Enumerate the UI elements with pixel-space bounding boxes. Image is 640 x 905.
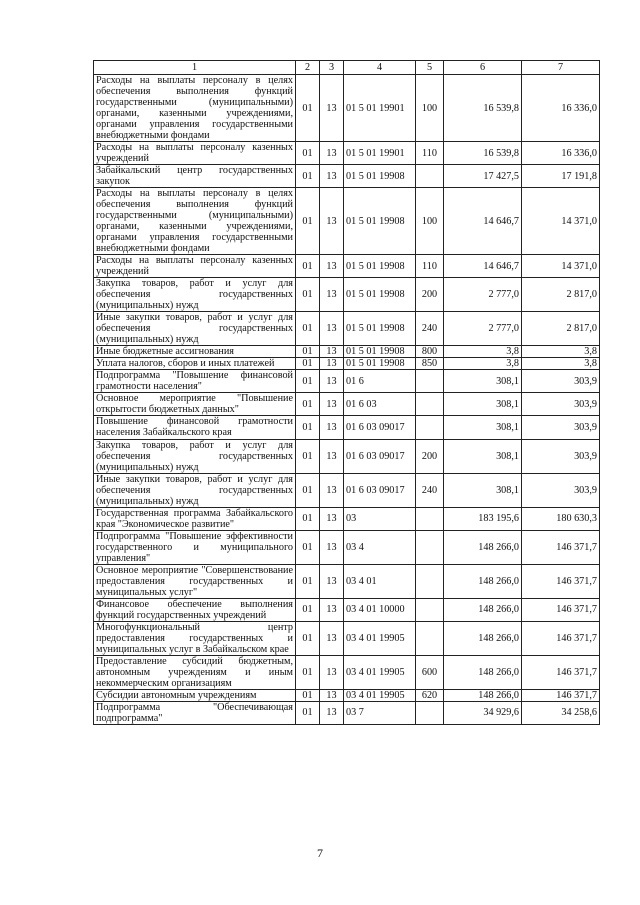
amount-year1-cell: 148 266,0 xyxy=(444,530,522,564)
target-article-cell: 01 6 03 09017 xyxy=(344,439,416,473)
subsection-code-cell: 13 xyxy=(320,142,344,165)
row-name-cell: Расходы на выплаты персоналу казенных учреждений xyxy=(94,255,296,278)
subsection-code-cell: 13 xyxy=(320,393,344,416)
row-name-cell: Подпрограмма "Повышение эффективности государственного и муниципального управления" xyxy=(94,530,296,564)
amount-year1-cell: 16 539,8 xyxy=(444,75,522,142)
section-code-cell: 01 xyxy=(296,416,320,439)
section-code-cell: 01 xyxy=(296,564,320,598)
amount-year1-cell: 148 266,0 xyxy=(444,655,522,689)
section-code-cell: 01 xyxy=(296,530,320,564)
row-name-cell: Подпрограмма "Повышение финансовой грамотности населения" xyxy=(94,370,296,393)
subsection-code-cell: 13 xyxy=(320,188,344,255)
target-article-cell: 03 4 01 19905 xyxy=(344,621,416,655)
amount-year2-cell: 303,9 xyxy=(522,439,600,473)
expense-type-cell: 110 xyxy=(416,142,444,165)
table-row xyxy=(94,75,600,142)
section-code-cell: 01 xyxy=(296,370,320,393)
table-row xyxy=(94,416,600,439)
amount-year2-cell: 146 371,7 xyxy=(522,655,600,689)
amount-year2-cell: 146 371,7 xyxy=(522,598,600,621)
expense-type-cell: 800 xyxy=(416,346,444,358)
expense-type-cell: 110 xyxy=(416,255,444,278)
expense-type-cell: 240 xyxy=(416,312,444,346)
table-row xyxy=(94,393,600,416)
column-header: 2 xyxy=(296,61,320,75)
table-row xyxy=(94,255,600,278)
row-name-cell: Предоставление субсидий бюджетным, автономным учреждениям и иным некоммерческим организациям xyxy=(94,655,296,689)
subsection-code-cell: 13 xyxy=(320,473,344,507)
expense-type-cell xyxy=(416,507,444,530)
target-article-cell: 01 5 01 19908 xyxy=(344,255,416,278)
expense-type-cell: 620 xyxy=(416,689,444,701)
expense-type-cell xyxy=(416,701,444,724)
amount-year2-cell: 146 371,7 xyxy=(522,621,600,655)
column-header: 7 xyxy=(522,61,600,75)
expense-type-cell: 100 xyxy=(416,188,444,255)
amount-year2-cell: 34 258,6 xyxy=(522,701,600,724)
subsection-code-cell: 13 xyxy=(320,621,344,655)
section-code-cell: 01 xyxy=(296,701,320,724)
subsection-code-cell: 13 xyxy=(320,165,344,188)
table-row xyxy=(94,358,600,370)
row-name-cell: Уплата налогов, сборов и иных платежей xyxy=(94,358,296,370)
section-code-cell: 01 xyxy=(296,312,320,346)
expense-type-cell xyxy=(416,416,444,439)
row-name-cell: Иные закупки товаров, работ и услуг для обеспечения государственных (муниципальных) нужд xyxy=(94,312,296,346)
expense-type-cell xyxy=(416,621,444,655)
expense-type-cell: 100 xyxy=(416,75,444,142)
budget-table xyxy=(93,60,600,725)
expense-type-cell xyxy=(416,564,444,598)
column-header: 3 xyxy=(320,61,344,75)
table-row xyxy=(94,701,600,724)
subsection-code-cell: 13 xyxy=(320,75,344,142)
amount-year1-cell: 34 929,6 xyxy=(444,701,522,724)
row-name-cell: Финансовое обеспечение выполнения функций государственных учреждений xyxy=(94,598,296,621)
subsection-code-cell: 13 xyxy=(320,689,344,701)
table-row xyxy=(94,370,600,393)
section-code-cell: 01 xyxy=(296,142,320,165)
column-header: 6 xyxy=(444,61,522,75)
section-code-cell: 01 xyxy=(296,165,320,188)
section-code-cell: 01 xyxy=(296,689,320,701)
amount-year2-cell: 14 371,0 xyxy=(522,255,600,278)
expense-type-cell: 600 xyxy=(416,655,444,689)
amount-year1-cell: 148 266,0 xyxy=(444,621,522,655)
target-article-cell: 01 5 01 19908 xyxy=(344,165,416,188)
amount-year1-cell: 14 646,7 xyxy=(444,188,522,255)
subsection-code-cell: 13 xyxy=(320,701,344,724)
table-row xyxy=(94,188,600,255)
target-article-cell: 01 5 01 19908 xyxy=(344,312,416,346)
row-name-cell: Закупка товаров, работ и услуг для обеспечения государственных (муниципальных) нужд xyxy=(94,278,296,312)
subsection-code-cell: 13 xyxy=(320,598,344,621)
section-code-cell: 01 xyxy=(296,75,320,142)
section-code-cell: 01 xyxy=(296,655,320,689)
amount-year2-cell: 303,9 xyxy=(522,370,600,393)
subsection-code-cell: 13 xyxy=(320,507,344,530)
table-row xyxy=(94,689,600,701)
amount-year2-cell: 3,8 xyxy=(522,346,600,358)
expense-type-cell: 850 xyxy=(416,358,444,370)
section-code-cell: 01 xyxy=(296,621,320,655)
amount-year1-cell: 3,8 xyxy=(444,358,522,370)
amount-year2-cell: 14 371,0 xyxy=(522,188,600,255)
amount-year1-cell: 148 266,0 xyxy=(444,564,522,598)
amount-year1-cell: 14 646,7 xyxy=(444,255,522,278)
amount-year2-cell: 17 191,8 xyxy=(522,165,600,188)
section-code-cell: 01 xyxy=(296,507,320,530)
target-article-cell: 03 4 xyxy=(344,530,416,564)
row-name-cell: Подпрограмма "Обеспечивающая подпрограмма" xyxy=(94,701,296,724)
row-name-cell: Многофункциональный центр предоставления государственных и муниципальных услуг в Забайкальском крае xyxy=(94,621,296,655)
amount-year2-cell: 16 336,0 xyxy=(522,142,600,165)
table-row xyxy=(94,598,600,621)
table-row xyxy=(94,439,600,473)
subsection-code-cell: 13 xyxy=(320,655,344,689)
target-article-cell: 01 5 01 19908 xyxy=(344,188,416,255)
amount-year2-cell: 146 371,7 xyxy=(522,564,600,598)
target-article-cell: 01 6 xyxy=(344,370,416,393)
subsection-code-cell: 13 xyxy=(320,564,344,598)
table-row xyxy=(94,473,600,507)
target-article-cell: 03 4 01 10000 xyxy=(344,598,416,621)
table-row xyxy=(94,621,600,655)
row-name-cell: Государственная программа Забайкальского края "Экономическое развитие" xyxy=(94,507,296,530)
column-header: 4 xyxy=(344,61,416,75)
row-name-cell: Забайкальский центр государственных закупок xyxy=(94,165,296,188)
target-article-cell: 01 5 01 19901 xyxy=(344,75,416,142)
section-code-cell: 01 xyxy=(296,598,320,621)
expense-type-cell: 200 xyxy=(416,278,444,312)
row-name-cell: Расходы на выплаты персоналу в целях обеспечения выполнения функций государственными (муниципальными) органами, казенными учреждениями, органами управления государственными внебюджетными фондами xyxy=(94,188,296,255)
amount-year1-cell: 308,1 xyxy=(444,439,522,473)
row-name-cell: Субсидии автономным учреждениям xyxy=(94,689,296,701)
column-header: 1 xyxy=(94,61,296,75)
subsection-code-cell: 13 xyxy=(320,370,344,393)
amount-year2-cell: 146 371,7 xyxy=(522,689,600,701)
row-name-cell: Закупка товаров, работ и услуг для обеспечения государственных (муниципальных) нужд xyxy=(94,439,296,473)
target-article-cell: 01 6 03 xyxy=(344,393,416,416)
target-article-cell: 03 xyxy=(344,507,416,530)
row-name-cell: Иные закупки товаров, работ и услуг для обеспечения государственных (муниципальных) нужд xyxy=(94,473,296,507)
section-code-cell: 01 xyxy=(296,188,320,255)
subsection-code-cell: 13 xyxy=(320,278,344,312)
subsection-code-cell: 13 xyxy=(320,530,344,564)
target-article-cell: 03 7 xyxy=(344,701,416,724)
amount-year2-cell: 180 630,3 xyxy=(522,507,600,530)
row-name-cell: Иные бюджетные ассигнования xyxy=(94,346,296,358)
subsection-code-cell: 13 xyxy=(320,439,344,473)
table-row xyxy=(94,507,600,530)
row-name-cell: Повышение финансовой грамотности населения Забайкальского края xyxy=(94,416,296,439)
target-article-cell: 01 5 01 19908 xyxy=(344,278,416,312)
section-code-cell: 01 xyxy=(296,393,320,416)
amount-year2-cell: 303,9 xyxy=(522,393,600,416)
target-article-cell: 03 4 01 19905 xyxy=(344,689,416,701)
amount-year2-cell: 303,9 xyxy=(522,416,600,439)
page-number: 7 xyxy=(317,846,323,860)
amount-year1-cell: 183 195,6 xyxy=(444,507,522,530)
amount-year1-cell: 308,1 xyxy=(444,416,522,439)
amount-year2-cell: 2 817,0 xyxy=(522,312,600,346)
subsection-code-cell: 13 xyxy=(320,358,344,370)
amount-year1-cell: 2 777,0 xyxy=(444,312,522,346)
subsection-code-cell: 13 xyxy=(320,255,344,278)
expense-type-cell xyxy=(416,370,444,393)
expense-type-cell: 240 xyxy=(416,473,444,507)
section-code-cell: 01 xyxy=(296,255,320,278)
amount-year1-cell: 308,1 xyxy=(444,393,522,416)
row-name-cell: Основное мероприятие "Повышение открытости бюджетных данных" xyxy=(94,393,296,416)
target-article-cell: 01 5 01 19908 xyxy=(344,358,416,370)
expense-type-cell xyxy=(416,598,444,621)
table-row xyxy=(94,312,600,346)
expense-type-cell xyxy=(416,393,444,416)
section-code-cell: 01 xyxy=(296,439,320,473)
table-row xyxy=(94,530,600,564)
subsection-code-cell: 13 xyxy=(320,416,344,439)
amount-year2-cell: 3,8 xyxy=(522,358,600,370)
amount-year1-cell: 16 539,8 xyxy=(444,142,522,165)
amount-year1-cell: 148 266,0 xyxy=(444,689,522,701)
target-article-cell: 01 5 01 19901 xyxy=(344,142,416,165)
target-article-cell: 03 4 01 xyxy=(344,564,416,598)
table-row xyxy=(94,655,600,689)
expense-type-cell xyxy=(416,165,444,188)
amount-year2-cell: 16 336,0 xyxy=(522,75,600,142)
table-row xyxy=(94,564,600,598)
table-row xyxy=(94,165,600,188)
amount-year1-cell: 148 266,0 xyxy=(444,598,522,621)
amount-year2-cell: 146 371,7 xyxy=(522,530,600,564)
target-article-cell: 03 4 01 19905 xyxy=(344,655,416,689)
section-code-cell: 01 xyxy=(296,358,320,370)
amount-year2-cell: 2 817,0 xyxy=(522,278,600,312)
amount-year1-cell: 308,1 xyxy=(444,473,522,507)
row-name-cell: Расходы на выплаты персоналу в целях обеспечения выполнения функций государственными (муниципальными) органами, казенными учреждениями, органами управления государственными внебюджетными фондами xyxy=(94,75,296,142)
column-header: 5 xyxy=(416,61,444,75)
table-row xyxy=(94,142,600,165)
section-code-cell: 01 xyxy=(296,278,320,312)
target-article-cell: 01 5 01 19908 xyxy=(344,346,416,358)
amount-year1-cell: 17 427,5 xyxy=(444,165,522,188)
target-article-cell: 01 6 03 09017 xyxy=(344,473,416,507)
amount-year1-cell: 2 777,0 xyxy=(444,278,522,312)
target-article-cell: 01 6 03 09017 xyxy=(344,416,416,439)
amount-year2-cell: 303,9 xyxy=(522,473,600,507)
subsection-code-cell: 13 xyxy=(320,346,344,358)
amount-year1-cell: 308,1 xyxy=(444,370,522,393)
expense-type-cell xyxy=(416,530,444,564)
row-name-cell: Расходы на выплаты персоналу казенных учреждений xyxy=(94,142,296,165)
section-code-cell: 01 xyxy=(296,473,320,507)
table-header-row xyxy=(94,61,600,75)
amount-year1-cell: 3,8 xyxy=(444,346,522,358)
expense-type-cell: 200 xyxy=(416,439,444,473)
table-row xyxy=(94,278,600,312)
section-code-cell: 01 xyxy=(296,346,320,358)
row-name-cell: Основное мероприятие "Совершенствование предоставления государственных и муниципальных услуг" xyxy=(94,564,296,598)
subsection-code-cell: 13 xyxy=(320,312,344,346)
table-row xyxy=(94,346,600,358)
